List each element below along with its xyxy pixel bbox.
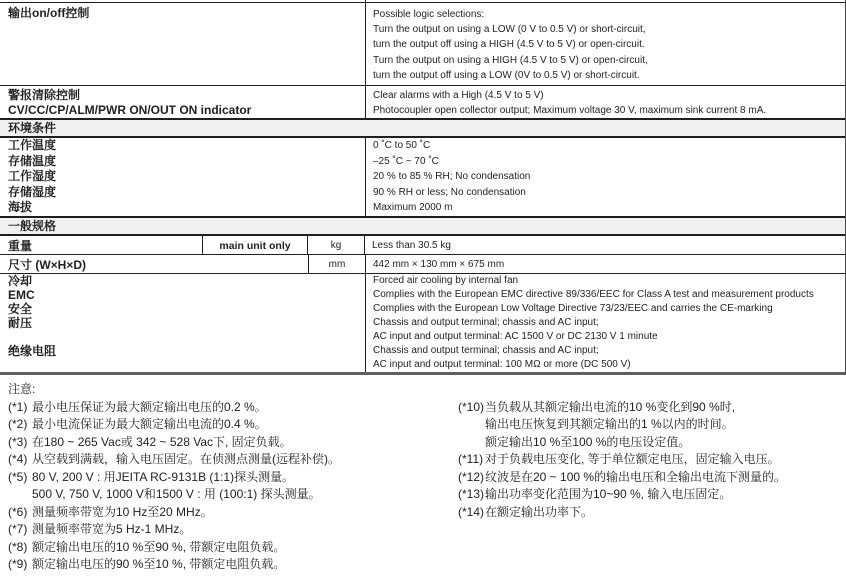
spec-label-line: 安全 <box>8 302 33 316</box>
footnote-text: 在额定输出功率下。 <box>485 504 594 519</box>
spec-value-line: 20 % to 85 % RH; No condensation <box>373 171 531 183</box>
spec-value-line: Chassis and output terminal; chassis and AC input; <box>373 317 599 328</box>
spec-label: 重量 <box>0 236 203 254</box>
footnote-text: 对于负载电压变化, 等于单位额定电压，固定输入电压。 <box>485 452 780 466</box>
spec-label-line: CV/CC/CP/ALM/PWR ON/OUT ON indicator <box>8 103 252 118</box>
general-block <box>0 274 845 372</box>
footnote <box>8 451 458 469</box>
spec-value-line: Photocoupler open collector output; Maximum voltage 30 V, maximum sink current 8 mA. <box>373 105 767 117</box>
environment-labels <box>0 138 366 216</box>
environment-values <box>366 138 845 216</box>
footnote-text: 输出电压恢复到其额定输出的1 %以内的时间。 <box>485 417 734 431</box>
footnote-text: 最小电流保证为最大额定输出电流的0.4 %。 <box>32 417 267 431</box>
footnote-marker: (*5) <box>8 469 28 484</box>
spec-value <box>366 3 845 85</box>
footnote-text: 80 V, 200 V : 用JEITA RC-9131B (1:1)探头测量。 <box>32 469 295 484</box>
footnote-marker: (*7) <box>8 522 28 536</box>
table-row-alarm-indicator <box>0 85 845 118</box>
footnote-marker: (*2) <box>8 417 28 431</box>
footnote-text: 最小电压保证为最大额定输出电压的0.2 %。 <box>32 399 267 414</box>
spec-value-line: Complies with the European EMC directive 89/336/EEC for Class A test and measurement products <box>373 289 814 300</box>
spec-value-line: Forced air cooling by internal fan <box>373 275 519 286</box>
footnote-marker: (*11) <box>458 452 484 466</box>
footnote-text: 额定输出电压的90 %至10 %, 带额定电阻负载。 <box>32 557 286 571</box>
spec-label-line: EMC <box>8 288 35 302</box>
spec-label-line: 存储温度 <box>8 153 57 168</box>
footnote-marker: (*13) <box>458 487 485 501</box>
spec-value-line: turn the output off using a HIGH (4.5 V to 5 V) or open-circuit. <box>373 39 645 51</box>
footnote <box>8 399 458 417</box>
footnote <box>8 434 458 452</box>
spec-value-line: Chassis and output terminal; chassis and AC input; <box>373 345 599 356</box>
spec-label-line: 警报清除控制 <box>8 88 81 102</box>
weight-condition: main unit only <box>203 236 308 254</box>
spec-value-line: Maximum 2000 m <box>373 202 453 214</box>
spec-label-line: 耐压 <box>8 316 33 330</box>
footnote <box>8 539 458 557</box>
spec-value-line: turn the output off using a LOW (0V to 0.5 V) or short-circuit. <box>373 69 640 81</box>
spec-label-line: 绝缘电阻 <box>8 344 57 358</box>
spec-value-line: AC input and output terminal: 100 MΩ or more (DC 500 V) <box>373 359 631 370</box>
dimension-unit: mm <box>309 255 366 273</box>
spec-value <box>366 86 845 118</box>
section-header-environment: 环境条件 <box>0 118 845 138</box>
spec-value-line: Possible logic selections: <box>373 9 485 20</box>
spec-label-line: 冷却 <box>8 274 33 288</box>
footnotes-right-column <box>458 399 846 574</box>
footnotes-title: 注意: <box>8 382 36 396</box>
spec-label <box>0 3 366 85</box>
spec-label <box>0 86 366 118</box>
footnote-marker: (*3) <box>8 434 28 449</box>
spec-value-line: 0 ˚C to 50 ˚C <box>373 140 431 151</box>
table-row-output-control <box>0 2 845 85</box>
environment-block <box>0 138 845 216</box>
weight-unit: kg <box>308 236 365 254</box>
footnote-text: 额定输出10 %至100 %的电压设定值。 <box>485 434 691 449</box>
spec-label-line: 工作湿度 <box>8 169 57 184</box>
footnote-text: 从空载到满载，输入电压固定。在侦测点测量(远程补偿)。 <box>32 452 340 466</box>
spec-label: 尺寸 (W×H×D) <box>0 255 309 273</box>
footnote-marker: (*9) <box>8 557 28 571</box>
spec-value-line: –25 ˚C ~ 70 ˚C <box>373 155 439 167</box>
section-header-general: 一般规格 <box>0 216 845 236</box>
footnote-text: 当负载从其额定输出电流的10 %变化到90 %时, <box>485 399 736 414</box>
spec-label-text: 输出on/off控制 <box>8 6 90 20</box>
footnote-continuation <box>458 434 846 452</box>
footnote-continuation <box>458 416 846 434</box>
spec-label-line-empty <box>8 330 365 344</box>
spec-label-line: 存储湿度 <box>8 184 57 199</box>
footnote-text: 纹波是在20 ~ 100 %的输出电压和全输出电流下测量的。 <box>485 469 787 484</box>
general-values <box>366 274 845 372</box>
footnotes-left-column <box>8 399 458 574</box>
footnote-marker: (*1) <box>8 399 28 414</box>
spec-value-line: AC input and output terminal: AC 1500 V or DC 2130 V 1 minute <box>373 331 658 342</box>
footnote-text: 输出功率变化范围为10~90 %, 输入电压固定。 <box>485 487 732 501</box>
spec-value-line: Turn the output on using a LOW (0 V to 0.5 V) or short-circuit, <box>373 24 646 36</box>
footnote-marker: (*14) <box>458 504 485 519</box>
footnote-text: 在180 ~ 265 Vac或 342 ~ 528 Vac下, 固定负载。 <box>32 434 292 449</box>
footnote-marker: (*8) <box>8 539 28 554</box>
spec-value-line: Complies with the European Low Voltage Directive 73/23/EEC and carries the CE-marking <box>373 303 773 314</box>
table-row-dimensions <box>0 255 845 274</box>
spec-value-line: 90 % RH or less; No condensation <box>373 186 526 198</box>
footnote-text: 测量频率带宽为10 Hz至20 MHz。 <box>32 504 213 519</box>
table-row-weight <box>0 236 845 255</box>
footnote <box>8 556 458 574</box>
footnote <box>8 504 458 522</box>
spec-value: 442 mm × 130 mm × 675 mm <box>373 259 505 270</box>
footnote-marker: (*12) <box>458 469 485 484</box>
footnote <box>458 504 846 522</box>
footnote <box>458 469 846 487</box>
footnotes <box>0 375 846 574</box>
general-labels <box>0 274 366 372</box>
spec-label-line-empty <box>8 358 365 372</box>
spec-value-line: Turn the output on using a HIGH (4.5 V to 5 V) or open-circuit, <box>373 54 648 66</box>
footnote-continuation <box>8 486 458 504</box>
footnote-text: 500 V, 750 V, 1000 V和1500 V : 用 (100:1) 探头测量。 <box>32 487 321 501</box>
footnote-text: 额定输出电压的10 %至90 %, 带额定电阻负载。 <box>32 539 286 554</box>
footnote <box>8 469 458 487</box>
footnote <box>458 486 846 504</box>
footnote <box>8 416 458 434</box>
footnote <box>8 521 458 539</box>
spec-label-line: 工作温度 <box>8 138 57 152</box>
footnote <box>458 451 846 469</box>
footnote <box>458 399 846 417</box>
spec-value-line: Clear alarms with a High (4.5 V to 5 V) <box>373 90 544 101</box>
footnote-marker: (*4) <box>8 452 28 466</box>
footnote-marker: (*6) <box>8 504 28 519</box>
footnote-text: 测量频率带宽为5 Hz-1 MHz。 <box>32 522 192 536</box>
spec-label-line: 海拔 <box>8 200 33 215</box>
spec-value: Less than 30.5 kg <box>372 240 451 251</box>
footnote-marker: (*10) <box>458 399 485 414</box>
